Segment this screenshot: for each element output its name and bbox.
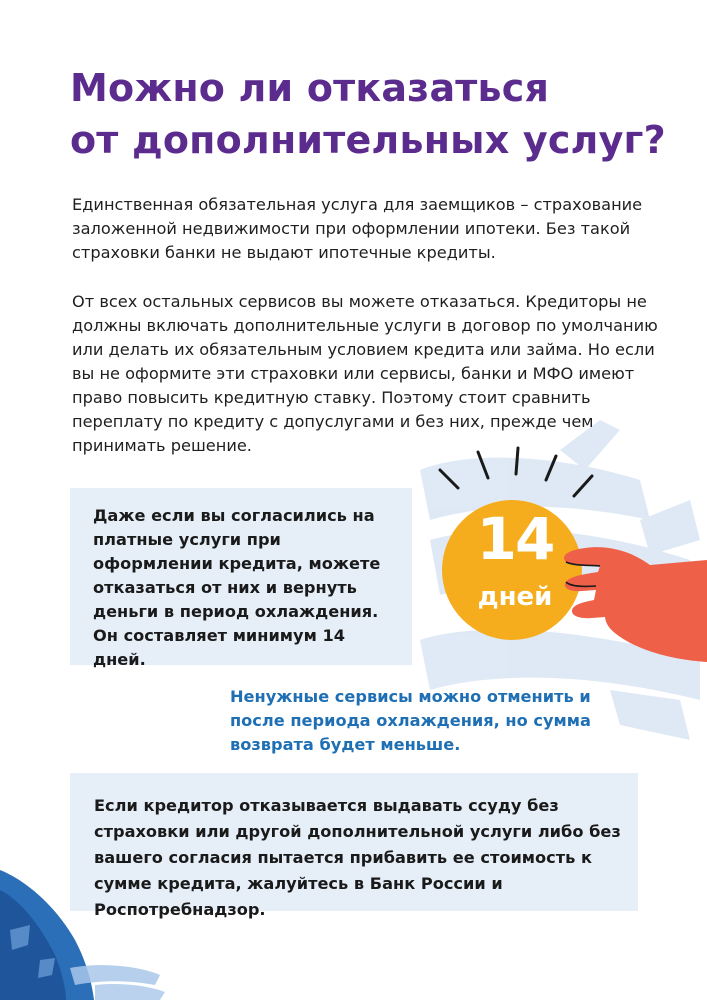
title-line-2: от дополнительных услуг? (70, 118, 666, 162)
intro-paragraph: Единственная обязательная услуга для заемщиков – страхование заложенной недвижимости при оформлении ипотеки. Без такой страховки банки не выдают ипотечные кредиты. (72, 195, 643, 262)
cancellation-note: Ненужные сервисы можно отменить и после периода охлаждения, но сумма возврата будет меньше. (230, 687, 591, 754)
complaint-text: Если кредитор отказывается выдавать ссуду без страховки или другой дополнительной услуги либо без вашего согласия пытается прибавить ее стоимость к сумме кредита, жалуйтесь в Банк России и Роспотребнадзор. (94, 796, 621, 919)
cooling-period-callout (70, 488, 412, 669)
complaint-callout (70, 773, 638, 919)
page-title (70, 62, 670, 166)
services-paragraph: От всех остальных сервисов вы можете отказаться. Кредиторы не должны включать дополнительные услуги в договор по умолчанию или делать их обязательным условием кредита или займа. Но если вы не оформите эти страховки или сервисы, банки и МФО имеют право повысить кредитную ставку. Поэтому стоит сравнить переплату по кредиту с допуслугами и без них, прежде чем принимать решение. (72, 292, 658, 455)
cooling-period-text: Даже если вы согласились на платные услуги при оформлении кредита, можете отказаться от них и вернуть деньги в период охлаждения. Он составляет минимум 14 дней. (93, 506, 381, 669)
title-line-1: Можно ли отказаться (70, 66, 550, 110)
badge-unit: дней (477, 582, 553, 612)
badge-number: 14 (476, 505, 554, 573)
